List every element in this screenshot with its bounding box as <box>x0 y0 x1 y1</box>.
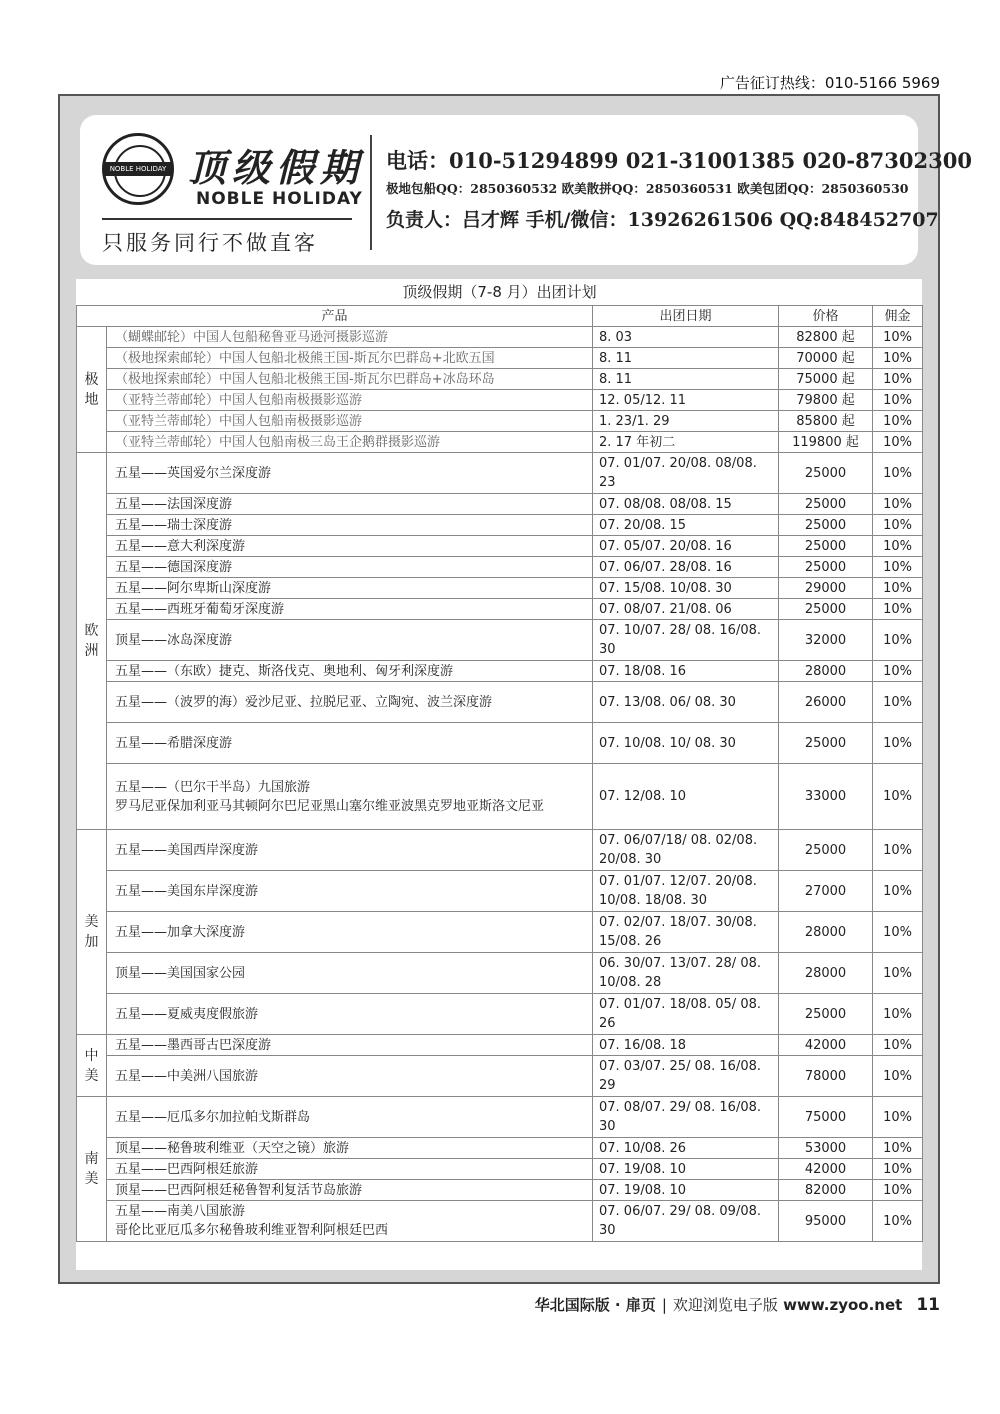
commission-cell: 10% <box>873 1159 923 1180</box>
table-row <box>77 953 923 994</box>
commission-cell: 10% <box>873 578 923 599</box>
product-cell: 五星——（波罗的海）爱沙尼亚、拉脱尼亚、立陶宛、波兰深度游 <box>107 682 593 723</box>
product-cell: 五星——厄瓜多尔加拉帕戈斯群岛 <box>107 1097 593 1138</box>
date-cell: 07. 13/08. 06/ 08. 30 <box>593 682 779 723</box>
table-row <box>77 1159 923 1180</box>
product-cell <box>107 1201 593 1242</box>
price-cell: 78000 <box>779 1056 873 1097</box>
region-south-america: 南美 <box>77 1097 107 1242</box>
table-row <box>77 1180 923 1201</box>
table-row <box>77 348 923 369</box>
brand-name-cn: 顶级假期 <box>188 145 365 190</box>
commission-cell: 10% <box>873 390 923 411</box>
price-cell: 29000 <box>779 578 873 599</box>
price-cell: 70000 起 <box>779 348 873 369</box>
commission-cell: 10% <box>873 661 923 682</box>
commission-cell: 10% <box>873 515 923 536</box>
table-row <box>77 494 923 515</box>
product-cell: 五星——美国西岸深度游 <box>107 830 593 871</box>
table-row <box>77 327 923 348</box>
product-cell: 五星——意大利深度游 <box>107 536 593 557</box>
table-row <box>77 599 923 620</box>
table-title: 顶级假期（7-8 月）出团计划 <box>77 279 923 306</box>
commission-cell: 10% <box>873 1035 923 1056</box>
date-cell: 07. 02/07. 18/07. 30/08. 15/08. 26 <box>593 912 779 953</box>
product-cell: 五星——法国深度游 <box>107 494 593 515</box>
tour-schedule-table <box>76 279 923 1242</box>
table-row <box>77 1056 923 1097</box>
product-cell <box>107 764 593 830</box>
price-cell: 27000 <box>779 871 873 912</box>
table-row <box>77 871 923 912</box>
price-cell: 28000 <box>779 953 873 994</box>
col-price: 价格 <box>779 306 873 327</box>
price-cell: 82000 <box>779 1180 873 1201</box>
product-cell: 五星——加拿大深度游 <box>107 912 593 953</box>
date-cell: 07. 06/07. 28/08. 16 <box>593 557 779 578</box>
date-cell: 07. 08/07. 29/ 08. 16/08. 30 <box>593 1097 779 1138</box>
commission-cell: 10% <box>873 953 923 994</box>
table-row <box>77 620 923 661</box>
price-cell: 53000 <box>779 1138 873 1159</box>
table-row <box>77 764 923 830</box>
product-cell: 五星——阿尔卑斯山深度游 <box>107 578 593 599</box>
date-cell: 07. 10/08. 10/ 08. 30 <box>593 723 779 764</box>
table-row <box>77 453 923 494</box>
commission-cell: 10% <box>873 599 923 620</box>
commission-cell: 10% <box>873 1138 923 1159</box>
commission-cell: 10% <box>873 912 923 953</box>
product-title: 五星——南美八国旅游 <box>115 1204 246 1219</box>
page-number: 11 <box>916 1295 940 1315</box>
table-row <box>77 1138 923 1159</box>
product-cell: 五星——中美洲八国旅游 <box>107 1056 593 1097</box>
date-cell: 07. 12/08. 10 <box>593 764 779 830</box>
manager-contact: 负责人：吕才辉 手机/微信：13926261506 QQ:848452707 <box>386 209 939 231</box>
date-cell: 06. 30/07. 13/07. 28/ 08. 10/08. 28 <box>593 953 779 994</box>
edition-label: 华北国际版 · 扉页 <box>534 1296 656 1314</box>
agency-header <box>80 115 972 265</box>
product-cell: （亚特兰蒂邮轮）中国人包船南极摄影巡游 <box>107 390 593 411</box>
table-row <box>77 369 923 390</box>
commission-cell: 10% <box>873 1201 923 1242</box>
price-cell: 26000 <box>779 682 873 723</box>
table-row <box>77 578 923 599</box>
noble-holiday-seal-icon <box>102 133 174 205</box>
price-cell: 42000 <box>779 1159 873 1180</box>
table-row <box>77 682 923 723</box>
commission-cell: 10% <box>873 1180 923 1201</box>
commission-cell: 10% <box>873 620 923 661</box>
date-cell: 8. 11 <box>593 369 779 390</box>
welcome-text: 欢迎浏览电子版 <box>672 1296 778 1314</box>
date-cell: 07. 01/07. 12/07. 20/08. 10/08. 18/08. 30 <box>593 871 779 912</box>
col-date: 出团日期 <box>593 306 779 327</box>
date-cell: 8. 03 <box>593 327 779 348</box>
date-cell: 07. 08/07. 21/08. 06 <box>593 599 779 620</box>
price-cell: 79800 起 <box>779 390 873 411</box>
commission-cell: 10% <box>873 536 923 557</box>
region-europe: 欧洲 <box>77 453 107 830</box>
col-commission: 佣金 <box>873 306 923 327</box>
header-divider <box>370 135 372 250</box>
brand-divider <box>102 218 352 220</box>
product-cell: （亚特兰蒂邮轮）中国人包船南极三岛王企鹅群摄影巡游 <box>107 432 593 453</box>
product-cell: （极地探索邮轮）中国人包船北极熊王国-斯瓦尔巴群岛+北欧五国 <box>107 348 593 369</box>
date-cell: 2. 17 年初二 <box>593 432 779 453</box>
ad-hotline: 广告征订热线：010-5166 5969 <box>719 74 940 92</box>
product-cell: 五星——英国爱尔兰深度游 <box>107 453 593 494</box>
date-cell: 07. 19/08. 10 <box>593 1159 779 1180</box>
commission-cell: 10% <box>873 411 923 432</box>
date-cell: 07. 10/08. 26 <box>593 1138 779 1159</box>
product-cell: 五星——夏威夷度假旅游 <box>107 994 593 1035</box>
product-detail: 罗马尼亚保加利亚马其顿阿尔巴尼亚黑山塞尔维亚波黑克罗地亚斯洛文尼亚 <box>115 798 545 814</box>
date-cell: 07. 01/07. 20/08. 08/08. 23 <box>593 453 779 494</box>
date-cell: 07. 06/07. 29/ 08. 09/08. 30 <box>593 1201 779 1242</box>
date-cell: 07. 16/08. 18 <box>593 1035 779 1056</box>
date-cell: 07. 08/08. 08/08. 15 <box>593 494 779 515</box>
product-cell: 顶星——秘鲁玻利维亚（天空之镜）旅游 <box>107 1138 593 1159</box>
table-row <box>77 515 923 536</box>
commission-cell: 10% <box>873 557 923 578</box>
commission-cell: 10% <box>873 369 923 390</box>
tour-schedule-card <box>76 279 922 1270</box>
region-central-america: 中美 <box>77 1035 107 1097</box>
page-footer <box>535 1294 940 1315</box>
product-cell: （极地探索邮轮）中国人包船北极熊王国-斯瓦尔巴群岛+冰岛环岛 <box>107 369 593 390</box>
price-cell: 32000 <box>779 620 873 661</box>
table-row <box>77 411 923 432</box>
table-row <box>77 390 923 411</box>
date-cell: 07. 10/07. 28/ 08. 16/08. 30 <box>593 620 779 661</box>
commission-cell: 10% <box>873 723 923 764</box>
commission-cell: 10% <box>873 1097 923 1138</box>
table-row <box>77 1097 923 1138</box>
seal-band-text: NOBLE HOLIDAY <box>103 162 173 176</box>
commission-cell: 10% <box>873 871 923 912</box>
price-cell: 25000 <box>779 723 873 764</box>
price-cell: 25000 <box>779 994 873 1035</box>
table-row <box>77 1035 923 1056</box>
qq-numbers: 极地包船QQ：2850360532 欧美散拼QQ：2850360531 欧美包团QQ：2850360530 <box>386 181 909 196</box>
table-row <box>77 830 923 871</box>
price-cell: 75000 起 <box>779 369 873 390</box>
table-row <box>77 912 923 953</box>
region-polar: 极地 <box>77 327 107 453</box>
date-cell: 07. 18/08. 16 <box>593 661 779 682</box>
product-cell: 五星——希腊深度游 <box>107 723 593 764</box>
price-cell: 25000 <box>779 536 873 557</box>
commission-cell: 10% <box>873 432 923 453</box>
price-cell: 25000 <box>779 453 873 494</box>
product-title: 五星——（巴尔干半岛）九国旅游 <box>115 779 311 795</box>
date-cell: 12. 05/12. 11 <box>593 390 779 411</box>
region-us-canada: 美加 <box>77 830 107 1035</box>
price-cell: 95000 <box>779 1201 873 1242</box>
price-cell: 25000 <box>779 599 873 620</box>
product-cell: 五星——西班牙葡萄牙深度游 <box>107 599 593 620</box>
date-cell: 07. 01/07. 18/08. 05/ 08. 26 <box>593 994 779 1035</box>
table-row <box>77 536 923 557</box>
date-cell: 07. 20/08. 15 <box>593 515 779 536</box>
commission-cell: 10% <box>873 327 923 348</box>
product-cell: 五星——墨西哥古巴深度游 <box>107 1035 593 1056</box>
product-cell: 顶星——巴西阿根廷秘鲁智利复活节岛旅游 <box>107 1180 593 1201</box>
product-cell: （亚特兰蒂邮轮）中国人包船南极摄影巡游 <box>107 411 593 432</box>
table-row <box>77 661 923 682</box>
product-cell: 五星——巴西阿根廷旅游 <box>107 1159 593 1180</box>
commission-cell: 10% <box>873 494 923 515</box>
date-cell: 8. 11 <box>593 348 779 369</box>
table-row <box>77 1201 923 1242</box>
date-cell: 07. 15/08. 10/08. 30 <box>593 578 779 599</box>
table-row <box>77 557 923 578</box>
brand-name-en: NOBLE HOLIDAY <box>196 189 363 209</box>
price-cell: 75000 <box>779 1097 873 1138</box>
date-cell: 1. 23/1. 29 <box>593 411 779 432</box>
commission-cell: 10% <box>873 1056 923 1097</box>
price-cell: 82800 起 <box>779 327 873 348</box>
table-row <box>77 994 923 1035</box>
price-cell: 85800 起 <box>779 411 873 432</box>
phone-numbers: 电话：010-51294899 021-31001385 020-87302300 <box>386 148 972 173</box>
price-cell: 28000 <box>779 661 873 682</box>
product-cell: （蝴蝶邮轮）中国人包船秘鲁亚马逊河摄影巡游 <box>107 327 593 348</box>
product-cell: 五星——美国东岸深度游 <box>107 871 593 912</box>
product-cell: 顶星——美国国家公园 <box>107 953 593 994</box>
product-cell: 五星——德国深度游 <box>107 557 593 578</box>
price-cell: 119800 起 <box>779 432 873 453</box>
commission-cell: 10% <box>873 682 923 723</box>
date-cell: 07. 05/07. 20/08. 16 <box>593 536 779 557</box>
price-cell: 42000 <box>779 1035 873 1056</box>
commission-cell: 10% <box>873 830 923 871</box>
slogan: 只服务同行不做直客 <box>102 231 318 255</box>
price-cell: 33000 <box>779 764 873 830</box>
product-cell: 五星——（东欧）捷克、斯洛伐克、奥地利、匈牙利深度游 <box>107 661 593 682</box>
table-header-row <box>77 306 923 327</box>
website-link[interactable]: www.zyoo.net <box>783 1296 903 1314</box>
col-product: 产品 <box>77 306 593 327</box>
product-cell: 顶星——冰岛深度游 <box>107 620 593 661</box>
commission-cell: 10% <box>873 764 923 830</box>
table-row <box>77 432 923 453</box>
price-cell: 28000 <box>779 912 873 953</box>
date-cell: 07. 19/08. 10 <box>593 1180 779 1201</box>
date-cell: 07. 06/07/18/ 08. 02/08. 20/08. 30 <box>593 830 779 871</box>
date-cell: 07. 03/07. 25/ 08. 16/08. 29 <box>593 1056 779 1097</box>
product-cell: 五星——瑞士深度游 <box>107 515 593 536</box>
commission-cell: 10% <box>873 453 923 494</box>
price-cell: 25000 <box>779 515 873 536</box>
price-cell: 25000 <box>779 557 873 578</box>
price-cell: 25000 <box>779 494 873 515</box>
price-cell: 25000 <box>779 830 873 871</box>
table-row <box>77 723 923 764</box>
product-detail: 哥伦比亚厄瓜多尔秘鲁玻利维亚智利阿根廷巴西 <box>115 1223 389 1238</box>
commission-cell: 10% <box>873 994 923 1035</box>
commission-cell: 10% <box>873 348 923 369</box>
footer-divider: | <box>661 1296 667 1314</box>
